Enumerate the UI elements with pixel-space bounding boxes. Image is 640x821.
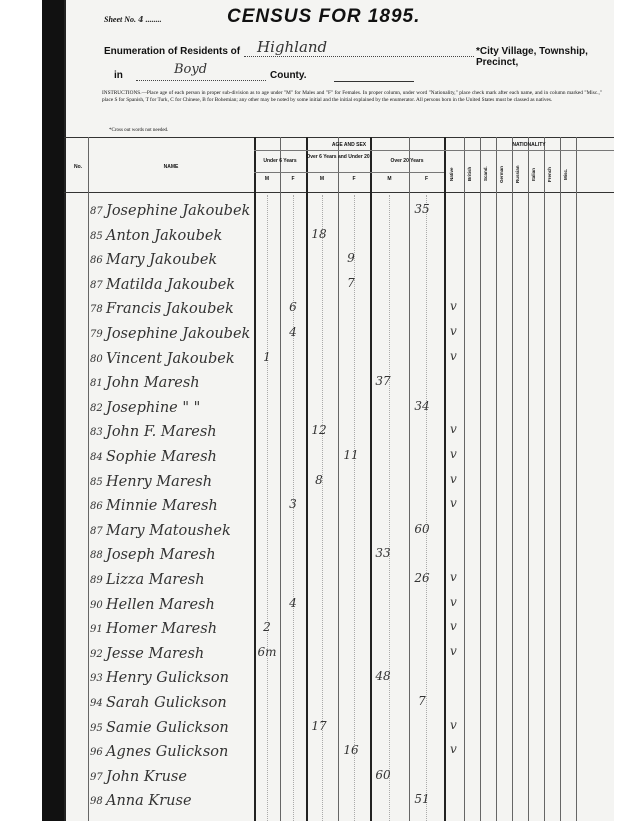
native-check-mark: v	[450, 594, 457, 609]
native-check-mark: v	[450, 570, 457, 584]
scan-dark-margin	[42, 0, 64, 821]
table-row	[64, 323, 614, 348]
row-number: 79	[90, 329, 103, 340]
table-row	[64, 298, 614, 323]
age-f20: 7	[347, 275, 355, 290]
table-row	[64, 643, 614, 668]
county-name: Boyd	[174, 62, 208, 77]
enumeration-label: Enumeration of Residents of	[104, 46, 241, 57]
native-check-mark: v	[450, 348, 457, 363]
native-check-mark: v	[450, 471, 457, 486]
row-number: 78	[90, 304, 103, 316]
person-name: Sophie Maresh	[106, 449, 217, 465]
table-row	[64, 225, 614, 250]
row-number: 80	[90, 353, 103, 365]
person-name: Hellen Maresh	[106, 596, 215, 613]
person-name: Anton Jakoubek	[106, 227, 223, 244]
place-name: Highland	[257, 38, 328, 56]
row-number: 87	[90, 206, 103, 217]
col-age-sex: AGE AND SEX	[331, 142, 367, 148]
age-mo: 60	[375, 767, 391, 782]
person-name: Josephine " "	[106, 399, 201, 416]
native-check-mark: v	[450, 447, 457, 461]
age-fo: 34	[414, 398, 430, 413]
native-check-mark: v	[450, 422, 457, 437]
age-m6: 2	[263, 620, 271, 635]
age-m20: 17	[311, 718, 327, 733]
age-m6: 1	[263, 349, 271, 364]
nat-col-misc: Misc.	[563, 168, 568, 180]
table-row	[64, 741, 614, 766]
age-fo: 60	[414, 521, 430, 536]
person-name: Henry Gulickson	[106, 670, 229, 687]
row-number: 93	[90, 673, 103, 685]
row-number: 83	[90, 427, 103, 439]
table-row	[64, 618, 614, 643]
nat-col-french: French	[547, 166, 552, 182]
native-check-mark: v	[450, 324, 457, 338]
row-number: 91	[90, 624, 103, 636]
person-name: Agnes Gulickson	[106, 744, 229, 761]
person-name: John Kruse	[106, 768, 187, 785]
age-group-rule	[254, 150, 444, 151]
person-name: Homer Maresh	[106, 621, 218, 638]
table-row	[64, 274, 614, 299]
age-f20: 11	[343, 448, 359, 462]
table-row	[64, 372, 614, 397]
table-row	[64, 667, 614, 692]
table-row	[64, 544, 614, 569]
place-type-label: *City Village, Township, Precinct,	[476, 46, 588, 68]
age-fo: 7	[418, 694, 426, 708]
col-name: NAME	[163, 164, 179, 170]
native-check-mark: v	[450, 742, 457, 757]
sheet-number-value: 4	[138, 14, 144, 24]
native-check-mark: v	[450, 643, 457, 658]
age-m6: 6m	[257, 644, 277, 659]
person-name: Jesse Maresh	[106, 645, 205, 662]
age-f6: 4	[289, 325, 297, 339]
sheet-number: Sheet No. 4 ........	[104, 14, 162, 24]
nat-col-german: German	[499, 165, 504, 183]
col-no: No.	[73, 164, 83, 170]
age-m20: 12	[311, 423, 327, 438]
age-f6: 4	[289, 595, 297, 610]
table-top-rule	[64, 137, 614, 138]
nat-col-russian: Russian	[515, 165, 520, 183]
row-number: 98	[90, 796, 103, 808]
age-sex-rule	[254, 172, 444, 173]
county-label: County.	[270, 70, 307, 81]
row-number: 84	[90, 452, 103, 463]
table-row	[64, 520, 614, 545]
table-row	[64, 692, 614, 717]
col-m: M	[387, 176, 392, 182]
row-number: 90	[90, 599, 103, 611]
row-number: 88	[90, 550, 103, 562]
age-fo: 26	[414, 571, 430, 585]
col-f: F	[424, 176, 429, 182]
age-f20: 9	[347, 251, 355, 266]
place-underline	[244, 56, 474, 57]
native-check-mark: v	[450, 496, 457, 511]
native-check-mark: v	[450, 619, 457, 634]
native-check-mark: v	[450, 299, 457, 314]
row-number: 85	[90, 476, 103, 488]
nat-col-native: Native	[449, 167, 454, 181]
person-name: Vincent Jakoubek	[106, 350, 235, 367]
person-name: Josephine Jakoubek	[106, 326, 251, 342]
sheet-label: Sheet No.	[104, 15, 136, 24]
table-row	[64, 397, 614, 422]
row-number: 86	[90, 501, 103, 513]
table-row	[64, 766, 614, 791]
person-name: John F. Maresh	[106, 424, 217, 441]
person-name: Mary Matoushek	[106, 522, 231, 539]
table-row	[64, 790, 614, 815]
instructions: INSTRUCTIONS.—Place age of each person in proper sub-division as to age under "M" for Males and "F" for Females. In proper column, under word "Nationality," place check mark after each name, and in column marked "Misc.," place S for Spanish, T for Turk, C for Chinese, B for Bohemian; any other may be noted by some initial and the initial explained by the enumerator. All persons born in the United States must be classed as natives.	[102, 90, 602, 103]
nat-col-scand: Scand.	[483, 166, 488, 182]
table-row	[64, 421, 614, 446]
row-number: 81	[90, 378, 103, 390]
age-fo: 51	[414, 792, 430, 807]
row-number: 82	[90, 402, 103, 414]
age-mo: 37	[375, 374, 391, 389]
col-under-6: Under 6 Years	[263, 158, 297, 164]
person-name: Francis Jakoubek	[106, 301, 234, 318]
table-row	[64, 348, 614, 373]
col-over-20: Over 20 Years	[390, 158, 424, 164]
row-number: 85	[90, 230, 103, 242]
table-row	[64, 200, 614, 225]
table-row	[64, 249, 614, 274]
person-name: John Maresh	[106, 375, 200, 392]
county-underline	[136, 80, 266, 81]
census-sheet	[64, 0, 614, 821]
person-name: Matilda Jakoubek	[106, 276, 236, 293]
row-number: 95	[90, 722, 103, 734]
table-header-rule	[64, 192, 614, 193]
col-nationality: NATIONALITY	[512, 142, 546, 148]
row-number: 94	[90, 698, 103, 709]
person-name: Lizza Maresh	[106, 572, 205, 588]
row-number: 97	[90, 771, 103, 783]
person-name: Mary Jakoubek	[106, 252, 218, 269]
person-name: Samie Gulickson	[106, 719, 229, 736]
table-row	[64, 495, 614, 520]
person-name: Sarah Gulickson	[106, 695, 227, 711]
age-fo: 35	[414, 202, 430, 216]
person-name: Anna Kruse	[106, 793, 192, 810]
age-f20: 16	[343, 743, 359, 758]
instructions-note: *Cross out words not needed.	[109, 128, 169, 133]
person-name: Henry Maresh	[106, 473, 213, 490]
row-number: 96	[90, 747, 103, 759]
page-title: CENSUS FOR 1895.	[227, 6, 421, 27]
person-name: Joseph Maresh	[106, 547, 216, 564]
nat-col-italian: Italian	[531, 167, 536, 181]
table-row	[64, 471, 614, 496]
row-number: 87	[90, 279, 103, 291]
col-f: F	[352, 176, 356, 182]
age-m20: 18	[311, 226, 327, 241]
nationality-rule	[444, 150, 614, 151]
row-number: 89	[90, 575, 103, 586]
col-f: F	[291, 176, 295, 182]
nat-col-british: British	[467, 166, 472, 182]
person-name: Josephine Jakoubek	[106, 203, 251, 219]
age-f6: 6	[289, 300, 297, 315]
table-row	[64, 569, 614, 594]
col-m: M	[319, 176, 325, 182]
row-number: 92	[90, 648, 103, 660]
table-row	[64, 594, 614, 619]
col-over-6: Over 6 Years and Under 20	[306, 154, 370, 160]
row-number: 87	[90, 525, 103, 537]
table-row	[64, 446, 614, 471]
col-m: M	[264, 176, 270, 182]
age-mo: 48	[375, 669, 391, 684]
age-f6: 3	[289, 497, 297, 512]
in-label: in	[114, 70, 123, 81]
table-row	[64, 717, 614, 742]
age-m20: 8	[315, 472, 323, 487]
age-mo: 33	[375, 546, 391, 561]
row-number: 86	[90, 255, 103, 267]
header-rule	[334, 81, 414, 82]
person-name: Minnie Maresh	[106, 498, 218, 515]
native-check-mark: v	[450, 717, 457, 732]
